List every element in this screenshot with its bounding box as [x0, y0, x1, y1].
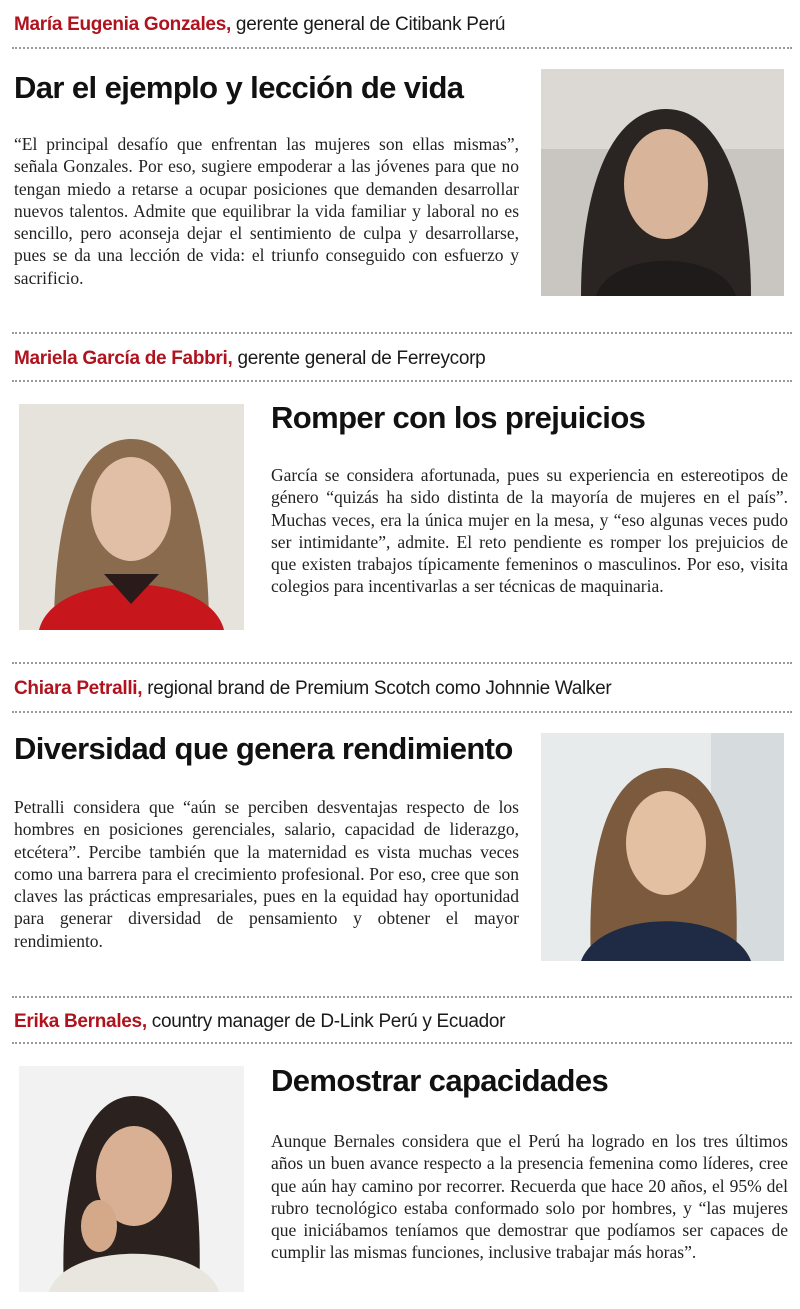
dotted-divider — [12, 47, 792, 49]
profile-name: Chiara Petralli, — [14, 678, 143, 699]
portrait-photo — [19, 1066, 244, 1292]
profile-name: Erika Bernales, — [14, 1011, 147, 1032]
profile-role: gerente general de Ferreycorp — [232, 348, 486, 369]
article-title: Diversidad que genera rendimiento — [14, 731, 513, 766]
article-body: Petralli considera que “aún se perciben desventajas respecto de los hombres en posiciones gerenciales, salario, capacidad de liderazgo, etcétera”. Percibe también que la maternidad es vista muchas veces como una barrera para el crecimiento profesional. Por eso, cree que son claves las prácticas empresariales, pues en la equidad hay oportunidad para generar diversidad de pensamiento y obtener el mayor rendimiento. — [14, 797, 519, 951]
portrait-photo — [19, 404, 244, 630]
dotted-divider — [12, 711, 792, 713]
profile-name: María Eugenia Gonzales, — [14, 14, 231, 35]
profile-header — [14, 13, 792, 37]
profile-name: Mariela García de Fabbri, — [14, 348, 233, 369]
profile-header — [14, 347, 792, 371]
article-body: Aunque Bernales considera que el Perú ha logrado en los tres últimos años un buen avance respecto a la presencia femenina como líderes, cree que aún hay camino por recorrer. Recuerda que hace 20 años, el 95% del rubro tecnológico estaba conformado solo por hombres, y “las mujeres que iniciábamos teníamos que demostrar que podíamos ser capaces de cumplir las mismas funciones, inclusive trabajar más horas”. — [271, 1131, 788, 1263]
profile-card-garcia — [0, 330, 800, 660]
portrait-photo — [541, 733, 784, 961]
article-body: García se considera afortunada, pues su experiencia en estereotipos de género “quizás ha sido distinta de la mayoría de mujeres en el país”. Muchas veces, era la única mujer en la mesa, y “eso algunas veces pudo ser intimidante”, admite. El reto pendiente es romper los prejuicios de que existen trabajos típicamente femeninos o masculinos. Por eso, visita colegios para incentivarlas a ser técnicas de maquinaria. — [271, 465, 788, 597]
article-title: Demostrar capacidades — [271, 1063, 609, 1098]
dotted-divider — [12, 662, 792, 664]
article-title: Romper con los prejuicios — [271, 400, 646, 435]
dotted-divider — [12, 332, 792, 334]
profile-card-gonzales — [0, 0, 800, 330]
dotted-divider — [12, 1042, 792, 1044]
dotted-divider — [12, 996, 792, 998]
profile-role: country manager de D-Link Perú y Ecuador — [146, 1011, 506, 1032]
profile-header — [14, 677, 792, 701]
portrait-photo — [541, 69, 784, 296]
profile-role: regional brand de Premium Scotch como Johnnie Walker — [142, 678, 612, 699]
article-body: “El principal desafío que enfrentan las mujeres son ellas mismas”, señala Gonzales. Por eso, sugiere empoderar a las jóvenes para que no tengan miedo a retarse a ocupar posiciones que demanden desarrollar nuevos talentos. Admite que equilibrar la vida familiar y laboral no es sencillo, pero aconseja dejar el sentimiento de culpa y desarrollarse, pues se da una lección de vida: el triunfo conseguido con esfuerzo y sacrificio. — [14, 134, 519, 288]
profile-card-bernales — [0, 990, 800, 1309]
dotted-divider — [12, 380, 792, 382]
article-title: Dar el ejemplo y lección de vida — [14, 70, 464, 105]
profile-card-petralli — [0, 660, 800, 990]
profile-header — [14, 1010, 792, 1034]
profile-role: gerente general de Citibank Perú — [230, 14, 506, 35]
